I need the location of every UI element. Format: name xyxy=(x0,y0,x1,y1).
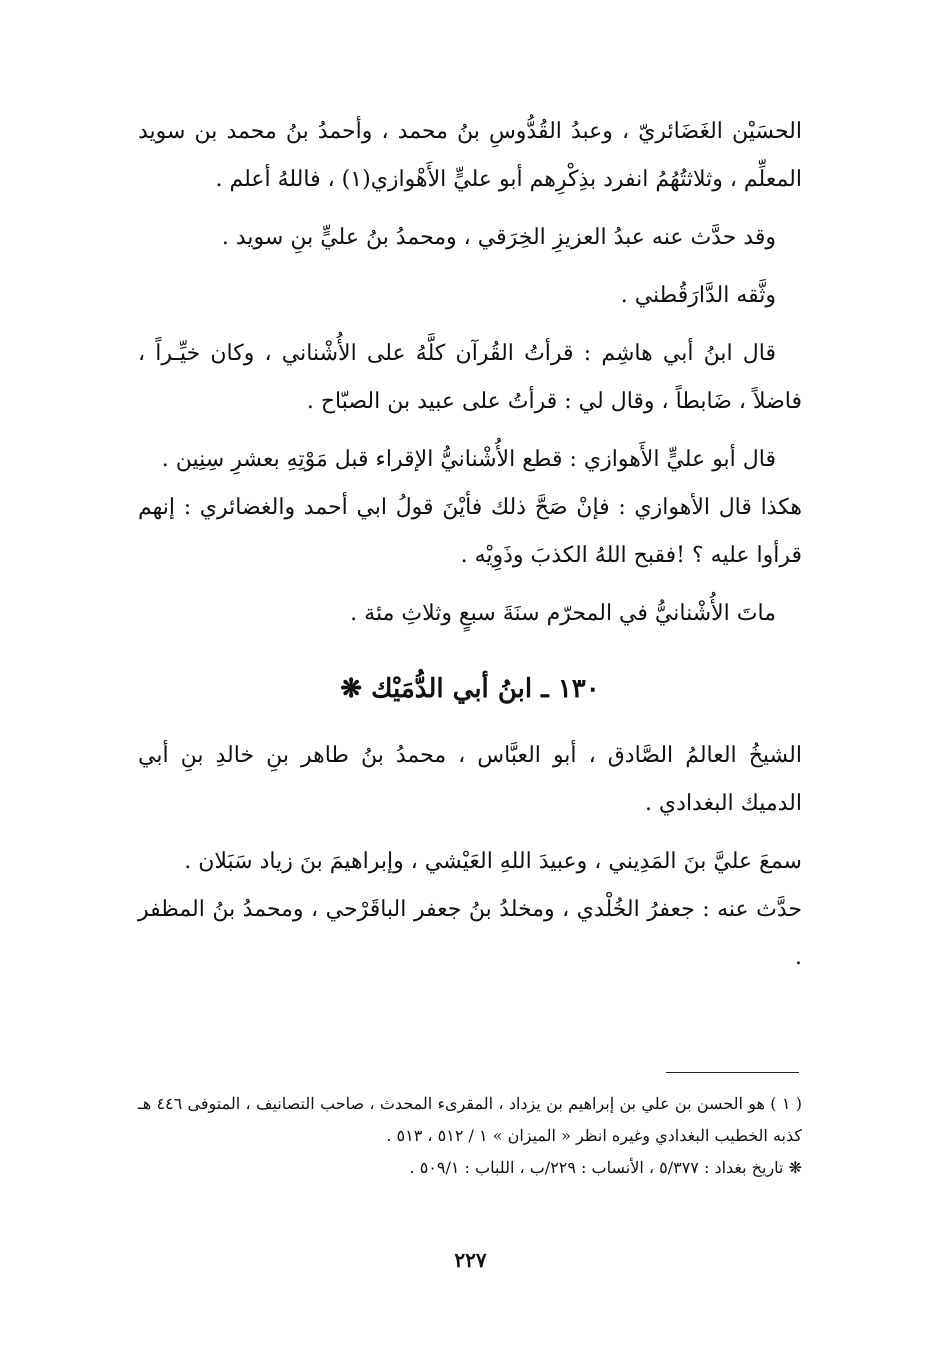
main-text xyxy=(138,108,802,982)
paragraph-ibn-abi-hashim-quote: قال ابنُ أبي هاشِم : قرأتُ القُرآن كلَّهُ على الأُشْناني ، وكان خيِّـراً ، فاضلاً ، ضَابطاً ، وقال لي : قرأتُ على عبيد بن الصبّاح . xyxy=(138,341,802,414)
paragraph-biography-intro: الشيخُ العالمُ الصَّادق ، أبو العبَّاس ، محمدُ بنُ طاهر بنِ خالدِ بنِ أبي الدميك البغدادي . xyxy=(138,743,802,816)
footnote-separator xyxy=(666,1072,799,1073)
page-number: ٢٢٧ xyxy=(454,1248,487,1272)
entry-heading: ١٣٠ ـ ابنُ أبي الدُّمَيْك ❋ xyxy=(340,674,600,704)
paragraph-narrated-by: حدَّث عنه : جعفرُ الخُلْدي ، ومخلدُ بنُ جعفر الباقَرْحي ، ومحمدُ بنُ المظفر . xyxy=(138,897,802,970)
footnotes xyxy=(138,1088,802,1184)
paragraph-heard-from: سمعَ عليَّ بنَ المَدِيني ، وعبيدَ اللهِ العَيْشي ، وإبراهيمَ بنَ زياد سَبَلان . xyxy=(184,849,802,874)
paragraph-teachers-list: الحسَيْن الغَضَائريّ ، وعبدُ القُدُّوسِ بنُ محمد ، وأحمدُ بنُ محمد بن سويد المعلِّم ، وثلاثتُهُمُ انفرد بذِكْرِهم أبو عليٍّ الأَهْوازي(١) ، فاللهُ أعلم . xyxy=(138,119,802,192)
footnote-1: ( ١ ) هو الحسن بن علي بن إبراهيم بن يزداد ، المقرىء المحدث ، صاحب التصانيف ، المتوفى ٤٤٦ هـ كذبه الخطيب البغدادي وغيره انظر « الميزان » ١ / ٥١٢ ، ٥١٣ . xyxy=(138,1094,803,1145)
paragraph-ahwazi-statement: قال أبو عليٍّ الأَهوازي : قطع الأُشْنانيُّ الإقراء قبل مَوْتِهِ بعشرِ سِنِين . xyxy=(161,447,776,472)
paragraph-death-date: ماتَ الأُشْنانيُّ في المحرّم سنَةَ سبعٍ وثلاثِ مئة . xyxy=(350,601,776,626)
paragraph-authentication: وثَّقه الدَّارَقُطني . xyxy=(620,283,776,308)
paragraph-students: وقد حدَّث عنه عبدُ العزيزِ الخِرَقي ، ومحمدُ بنُ عليٍّ بنِ سويد . xyxy=(221,225,776,250)
paragraph-ahwazi-critique: هكذا قال الأهوازي : فإنْ صَحَّ ذلك فأيْنَ قولُ ابي أحمد والغضائري : إنهم قرأوا عليه ؟ !فقبح اللهُ الكذبَ وذَوِيْه . xyxy=(138,495,802,568)
sources-note: ❋ تاريخ بغداد : ٥/٣٧٧ ، الأنساب : ٢٢٩/ب ، اللباب : ٥٠٩/١ . xyxy=(409,1158,802,1177)
